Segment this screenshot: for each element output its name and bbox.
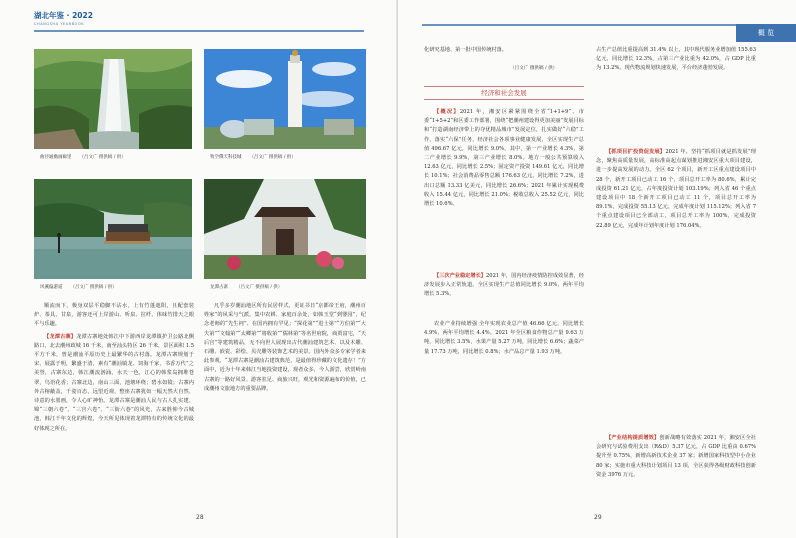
photo-caption-4 [210,284,282,290]
right-col-top-text [596,46,756,140]
right-col-top-paragraph: 占生产总值比重提高到 31.4% 以上，其中现代服务业增加值 155.63 亿元，同比增长 12.3%，占第三产业比重为 42.0%，占 GDP 比重为 13.2%。现代物流规划快速发展，平台经济蓬勃发展。 [596,47,756,72]
industry-paragraph: 农业产业持续增强 全年实现农业总产值 46.66 亿元，同比增长 4.9%，两年平均增长 4.4%。2021 年全区粮食作物总产量 9.63 万吨，同比增长 3.5%，水果产量 5.27 万吨，同比增长 6.6%；蔬菜产量 17.73 万吨，同比增长 0.8%；水产品总产量 1.93 万吨。 [424,321,584,355]
header-rule [34,30,364,32]
section-tab-overview: 概 览 [736,24,796,42]
agri-growth-text [424,272,584,318]
middle-paragraph: 凡乎多岁潮汕地区所有民居样式，更证书日“京都帝王府，潮州百姓家”的风采与气派。集中农耕、家庭百余处，如韩玉堂“到婴园”，纪念老师的“先生祠”、在国内拥有罕见；“探花第”“进士第”“方伯第”“大夫第”“文翰第”“太卿第”“将收第”“儒林第”等名世府院，商贾富宅，“天后宫”等建筑精品，无不向世人展现出古代潮汕建筑艺术、以及木雕、石雕、嵌瓷、彩绘、贝壳雕等装饰艺术的美景。国内外众多专家学者来此参观，“龙潭古寨是潮汕古建筑典范，是最值得珍藏的文化遗存！”方面中，近为十年来韩江当地投资建设，观者众多，今人游尝，欣赏岭南古寨的一路好风景、游客驻足、商旅兴旺，观光和资源遍布的价值，已成潮州文旅地方的重要品牌。 [204,303,366,392]
left-column-text [34,302,194,508]
continuation-text [424,46,584,66]
overview-body: 2021 年，湘安区紧紧围绕全省“1+1+9”、市委“1+5+2”和区委工作部署，围绕“把潮州建设得更加美丽”发展目标和“打造湖南经济带上的夺优精品城市”发展定位，扎实做好“六稳”工作、落实“六保”任务，经济社会各项事业健康发展，全区实现生产总值 496.67 亿元，同比增长 9.0%。其中，第一产业增长 4.3%，第二产业增长 9.9%，第三产业增长 8.0%。地方一般公共预算收入 12.63 亿元，同比增长 2.5%；固定资产投资 149.61 亿元，同比增长 10.1%；社会消费品零售总额 176.63 亿元，同比增长 7.2%，进出口总额 13.33 亿美元，同比增长 26.6%；2021 年累计实现税费收入 15.44 亿元，同比增长 21.0%；税收总收入 25.52 亿元，同比增长 10.6%。 [424,109,584,208]
overview-text [424,108,584,270]
top-credit: （吕文广 摄供稿 / 供） [510,66,558,71]
page-number-left: 28 [196,514,204,521]
caption-credit: （吕文广 摄供稿 / 供） [249,155,296,160]
right-page [398,0,796,538]
project-paragraph [596,148,756,231]
section-body-longtan: 龙潭古寨地处韩江中下游西岸龙潭镇护卫公路北侧路口，北去潮州政城 16 千米，南至汕头特区 26 千米，景区面积 1.5 平方千米，曾是潮汕平原历史上最繁华的古村落。龙潭古寨规划于宋，展露于明，繁盛于清，素有“潮汕镇龙、饲海千家，书香万代”之美誉，古寨东边，韩江潮流汹涌，水天一色，江心的韩浆岛拥堆苍翠，鸟语花香；古寨北边，南山三面，池塘环绕；碧水如镜；古寨内外古榕蔽盖，千姿百态，远望近观，整座古寨犹如一幅天然大自然、诗意的水墨画，令人心旷神怡。龙潭古寨是潮汕人民与古人扎实建、锦“三朝六卷”、“三宫六卷”、“三街六巷”的风光，古来胜仰今古城池，韩江千年文化的辉煌，今天所见体现着龙潭特有的传统文化的最好体现之所在。 [34,333,194,432]
header-logo-block [34,10,93,26]
photo-caption-2 [210,154,296,160]
caption-title: 风溪偏游道 [40,285,63,290]
caption-title: 曲径通幽画廊里 [40,155,72,160]
photo-temple-tower [204,49,366,149]
reform-paragraph [596,434,756,480]
yearbook-logo-text: 湖北年鉴 · 2022 [34,11,93,20]
overview-title: 【概况】 [434,109,460,115]
continuation-paragraph: 化研究基地、第一批中国传统村落。 [424,47,508,53]
reform-text [596,434,756,512]
yearbook-logo-subtitle: CHANGSHA YEARBOOK [34,22,85,26]
agri-paragraph [424,272,584,300]
reform-body: 创新战略有效落实 2021 年，湘安区全社会研究与试验费用支出（R&D）5.37 亿元，占 GDP 比重由 0.67% 提升至 0.75%，新增高新技术企业 37 家；新增国家科技型中小企业 80 家；实施市重大科技计划项目 13 项，全区获得各级财政科技创新资金 3976 万元。 [596,435,756,478]
intro-paragraph: 顺流而下，极身双层平稳脚不沾水，上有竹蓬遮阳，且配套装炉、茶具、甘泉，游客还可上岸游山、听泉、拉纤，体味竹排天之眼平与乐趣。 [34,303,194,328]
photo-waterfall [34,49,192,149]
agri-title: 【三次产业稳定增长】 [434,273,486,279]
agri-body: 2021 年，国内经济疫情防控成效显著，经济发展步入正常轨道。全区实现生产总值同比增长 9.0%，两年平均增长 5.3%。 [424,273,584,298]
photo-ancient-village [204,179,366,279]
section-title-longtan: 【龙潭古寨】 [44,333,77,340]
industry-text [424,320,584,510]
section-heading-economy: 经济和社会发展 [424,86,584,100]
project-title: 【抓项目扩投资促发展】 [606,149,666,155]
section-paragraph-longtan [34,333,194,434]
middle-column-text [204,302,366,508]
project-text [596,148,756,430]
caption-title: 龙潭古寨 [210,285,228,290]
photo-river-raft [34,179,192,279]
caption-credit: （吕文广 摄供稿 / 供） [236,285,283,290]
caption-title: 牧空俄天科技城 [210,155,242,160]
overview-paragraph [424,108,584,209]
caption-credit: （吕文广 摄供稿 / 供） [79,155,126,160]
photo-caption-1 [40,154,126,160]
reform-title: 【产业结构提质增效】 [606,435,660,441]
photo-caption-3 [40,284,117,290]
project-body: 2021 年，坚持“抓项目就是抓发展”理念，聚焦高质量发展，高标准高起点谋划推进湘安区重大项目建设，进一步提高发展的动力。全区 62 个项目，新开工区重点建设项目中 28 个，新开工项目已动工 16 个，项目总开工率为 80.6%，累计完成投资 61.21 亿元，占年度投资计划 103.19%；列入省 46 个重点建设项目中 18 个新开工项目已动工 11 个，项目总开工率为 89.1%，完成投资 55.13 亿元，完成年度计划 115.12%；列入省 7 个重点建设项目已全部动工，项目总开工率为 100%，完成投资 22.89 亿元，完成年计划年度计划 176.04%。 [596,149,756,229]
header-rule-right [422,24,736,26]
caption-credit: （吕文广 摄供稿 / 供） [70,285,117,290]
page-number-right: 29 [594,514,602,521]
